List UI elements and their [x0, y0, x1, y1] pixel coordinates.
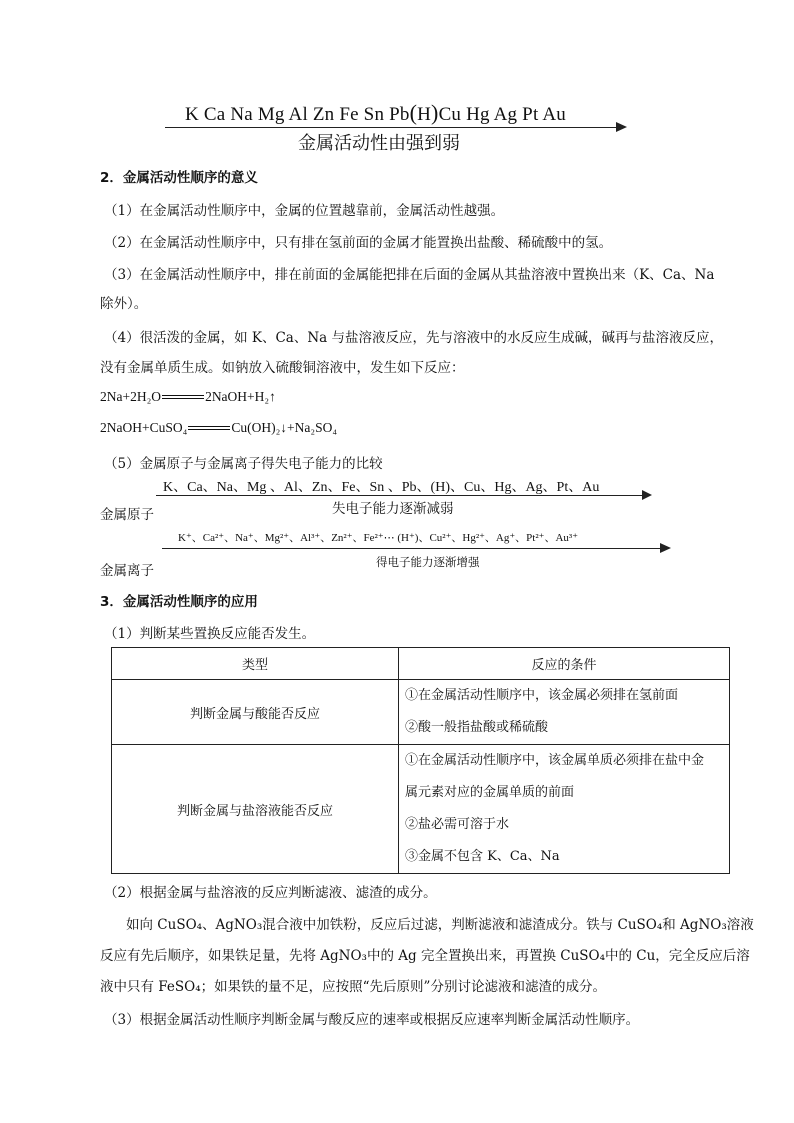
- section2-p2: （2）在金属活动性顺序中，只有排在氢前面的金属才能置换出盐酸、稀硫酸中的氢。: [104, 235, 613, 251]
- atoms-arrow-head: [642, 490, 652, 500]
- activity-series-metals: K Ca Na Mg Al Zn Fe Sn Pb: [185, 104, 410, 125]
- condition-line: ②盐必需可溶于水: [405, 817, 510, 832]
- section2-p4-line2: 没有金属单质生成。如钠放入硫酸铜溶液中，发生如下反应：: [100, 360, 465, 376]
- section2-heading: 2．金属活动性顺序的意义: [100, 170, 258, 186]
- ions-arrow-line: [162, 548, 661, 549]
- table-cell-condition: [399, 680, 730, 745]
- reaction-conditions-table: [111, 647, 730, 874]
- equals-sign: [188, 425, 230, 433]
- table-row: [112, 745, 730, 874]
- activity-series-caption: 金属活动性由强到弱: [298, 133, 460, 154]
- section3-p2: （2）根据金属与盐溶液的反应判断滤液、滤渣的成分。: [104, 885, 437, 901]
- section2-p4-line1: （4）很活泼的金属，如 K、Ca、Na 与盐溶液反应，先与溶液中的水反应生成碱，碱再与盐溶液反应，: [104, 330, 723, 346]
- table-header-type: 类型: [112, 648, 399, 680]
- activity-series-hydrogen: H: [417, 104, 432, 125]
- condition-line: ①在金属活动性顺序中，该金属必须排在氢前面: [405, 688, 679, 703]
- section3-p2-line3: 液中只有 FeSO₄；如果铁的量不足，应按照“先后原则”分别讨论滤液和滤渣的成分。: [100, 979, 606, 995]
- section3-heading: 3．金属活动性顺序的应用: [100, 594, 258, 610]
- ions-label: 金属离子: [100, 563, 154, 579]
- equation-2-left: 2NaOH+CuSO₄: [100, 420, 188, 435]
- hydrogen-paren: (: [409, 100, 418, 125]
- atoms-arrow-line: [156, 495, 643, 496]
- table-cell-condition: [399, 745, 730, 874]
- section3-p2-line2: 反应有先后顺序，如果铁足量，先将 AgNO₃中的 Ag 完全置换出来，再置换 CuSO₄中的 Cu，完全反应后溶: [100, 948, 750, 964]
- ions-series: K⁺、Ca²⁺、Na⁺、Mg²⁺、Al³⁺、Zn²⁺、Fe²⁺⋯ (H⁺)、Cu²⁺、Hg²⁺、Ag⁺、Pt²⁺、Au³⁺: [178, 532, 579, 544]
- table-row: [112, 680, 730, 745]
- equals-sign: [162, 394, 204, 402]
- activity-arrow-line: [165, 127, 617, 128]
- activity-series-metals-after: Cu Hg Ag Pt Au: [438, 104, 566, 125]
- section2-p1: （1）在金属活动性顺序中，金属的位置越靠前，金属活动性越强。: [104, 203, 505, 219]
- table-header-condition: 反应的条件: [399, 648, 730, 680]
- section2-p5: （5）金属原子与金属离子得失电子能力的比较: [104, 456, 383, 472]
- equation-2-right: Cu(OH)₂↓+Na₂SO₄: [231, 420, 338, 435]
- table-cell-type: 判断金属与盐溶液能否反应: [112, 745, 399, 874]
- activity-arrow-head: [616, 122, 627, 132]
- equation-1: [100, 389, 276, 405]
- ions-caption: 得电子能力逐渐增强: [376, 555, 480, 569]
- condition-line: ②酸一般指盐酸或稀硫酸: [405, 720, 549, 735]
- equation-1-right: 2NaOH+H₂↑: [205, 389, 276, 404]
- section3-p1: （1）判断某些置换反应能否发生。: [104, 626, 316, 642]
- section2-p3-line2: 除外）。: [100, 296, 148, 312]
- condition-line: 属元素对应的金属单质的前面: [405, 785, 575, 800]
- section3-p3: （3）根据金属活动性顺序判断金属与酸反应的速率或根据反应速率判断金属活动性顺序。: [104, 1012, 640, 1028]
- table-header-row: [112, 648, 730, 680]
- condition-line: ③金属不包含 K、Ca、Na: [405, 849, 560, 864]
- equation-2: [100, 420, 337, 436]
- section3-p2-line1: 如向 CuSO₄、AgNO₃混合液中加铁粉，反应后过滤，判断滤液和滤渣成分。铁与 CuSO₄和 AgNO₃溶液: [126, 917, 754, 933]
- table-cell-type: 判断金属与酸能否反应: [112, 680, 399, 745]
- condition-line: ①在金属活动性顺序中，该金属单质必须排在盐中金: [405, 753, 705, 768]
- equation-1-left: 2Na+2H₂O: [100, 389, 162, 404]
- atoms-caption: 失电子能力逐渐减弱: [332, 501, 454, 517]
- section2-p3-line1: （3）在金属活动性顺序中，排在前面的金属能把排在后面的金属从其盐溶液中置换出来（K、Ca、Na: [104, 267, 715, 283]
- ions-arrow-head: [660, 543, 671, 553]
- atoms-label: 金属原子: [100, 507, 154, 523]
- activity-series: K Ca Na Mg Al Zn Fe Sn Pb(H)Cu Hg Ag Pt Au: [185, 100, 566, 125]
- atoms-series: K、Ca、Na、Mg 、Al、Zn、Fe、Sn 、Pb、(H)、Cu、Hg、Ag、Pt、Au: [163, 480, 600, 495]
